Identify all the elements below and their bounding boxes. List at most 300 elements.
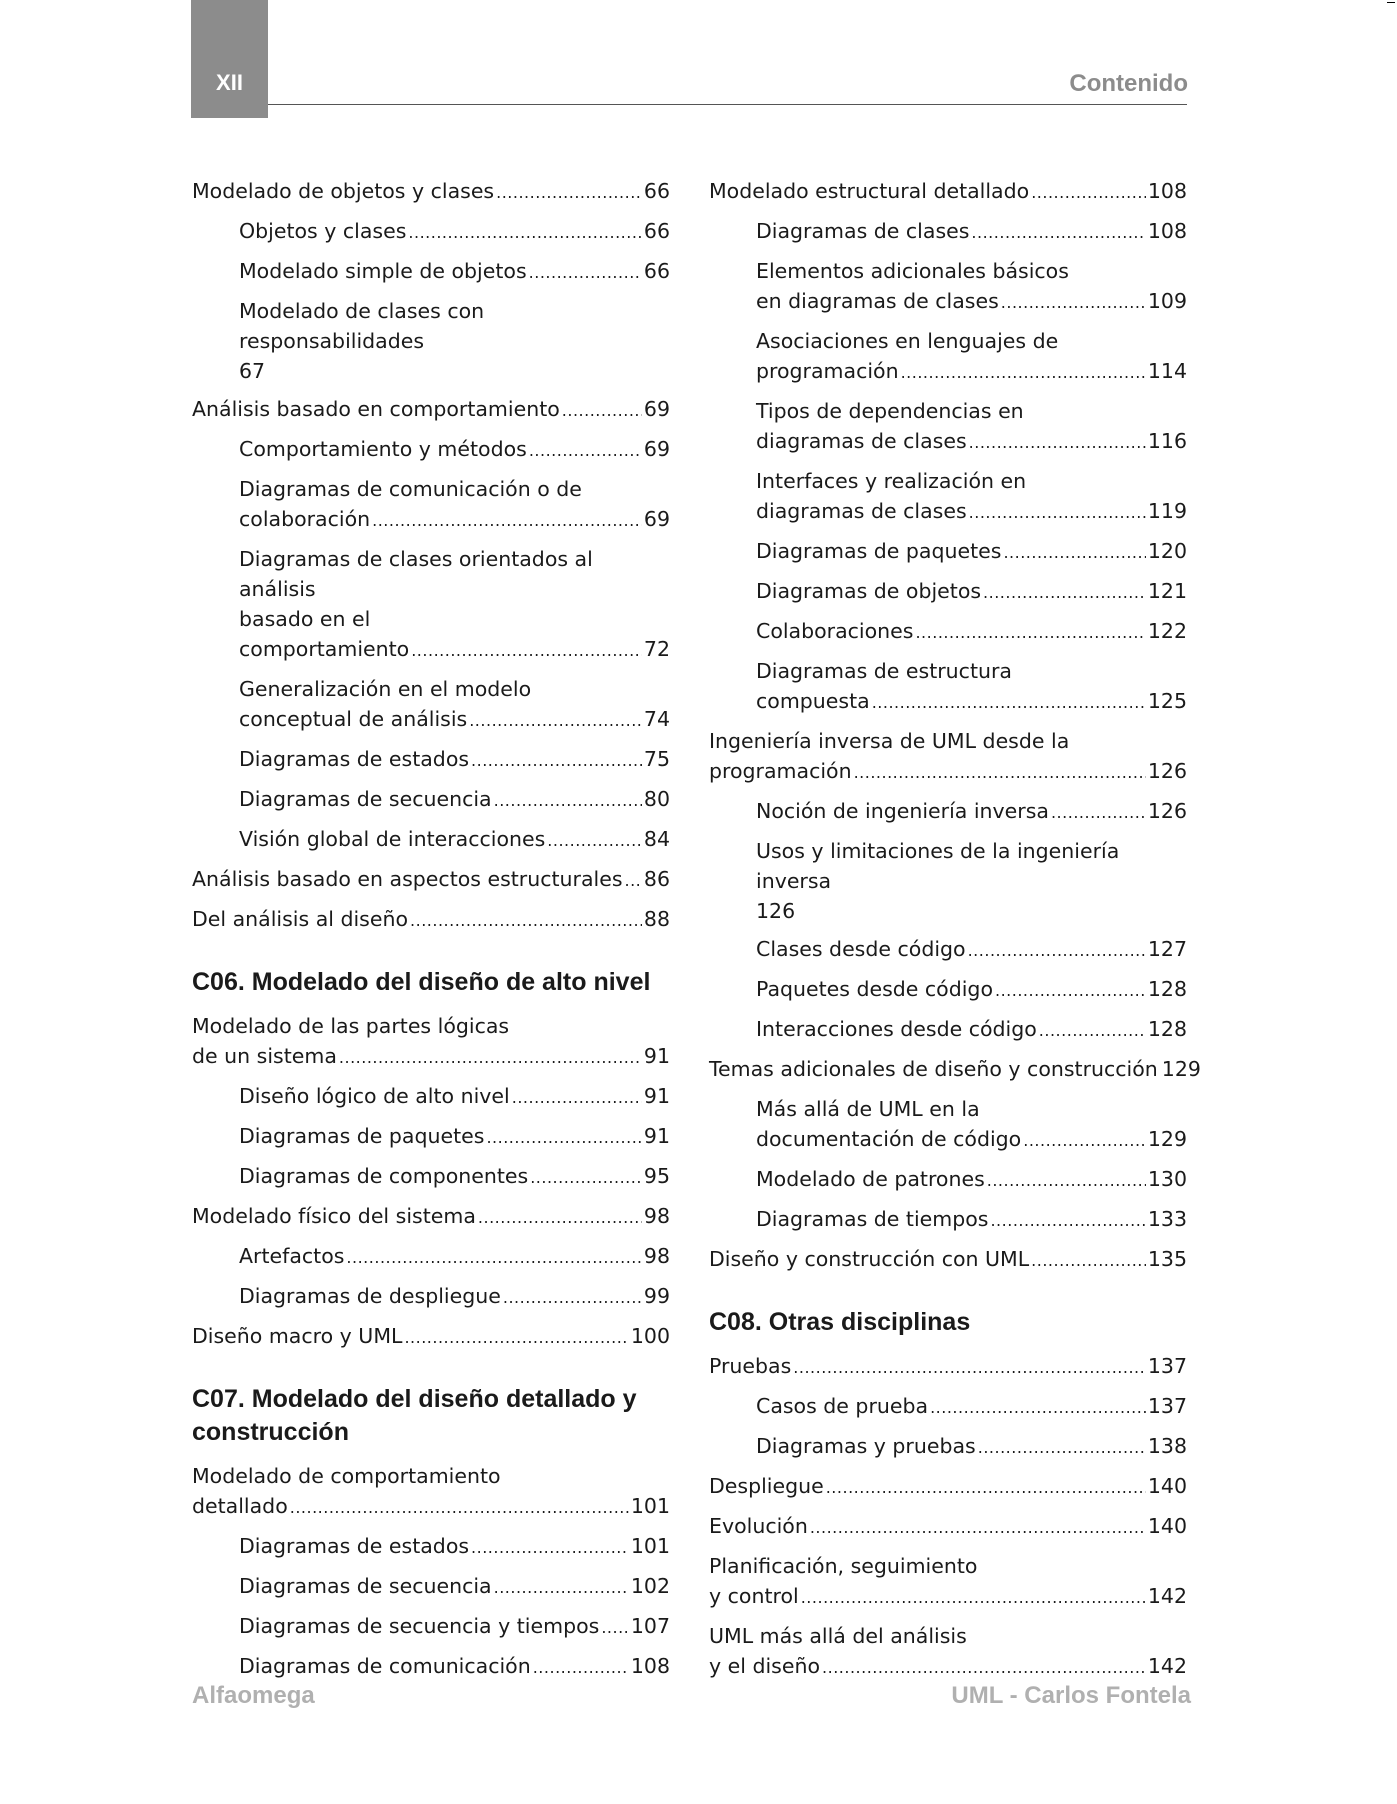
toc-entry[interactable] (709, 1351, 1187, 1383)
toc-page-number: 80 (643, 787, 670, 811)
toc-entry-title: Paquetes desde código (756, 977, 993, 1001)
dot-leader (625, 866, 642, 896)
toc-page-number: 69 (643, 397, 670, 421)
toc-entry-title: Diagramas de secuencia (239, 787, 492, 811)
toc-page-number: 140 (1147, 1514, 1187, 1538)
toc-entry-title: Diagramas y pruebas (756, 1434, 976, 1458)
toc-entry[interactable] (709, 1244, 1187, 1276)
toc-entry-title: de un sistema (192, 1044, 337, 1068)
toc-entry-title: Diagramas de despliegue (239, 1284, 501, 1308)
toc-entry-title: Noción de ingeniería inversa (756, 799, 1049, 823)
dot-leader (339, 1043, 642, 1073)
toc-entry-title: Modelado de objetos y clases (192, 179, 495, 203)
toc-entry-title: Interacciones desde código (756, 1017, 1037, 1041)
toc-entry[interactable] (709, 726, 1187, 788)
toc-entry-title-line: UML más allá del análisis (709, 1624, 967, 1648)
chapter-heading (192, 966, 670, 999)
toc-subentry[interactable] (709, 1391, 1187, 1423)
toc-entry[interactable] (709, 1511, 1187, 1543)
toc-entry-row (756, 496, 1187, 528)
dot-leader (562, 396, 642, 426)
dot-leader (372, 506, 642, 536)
dot-leader (801, 1583, 1146, 1613)
toc-entry-row (709, 1581, 1187, 1613)
toc-subentry[interactable] (709, 1204, 1187, 1236)
toc-entry-row (192, 1491, 670, 1523)
toc-entry-row (756, 536, 1187, 568)
toc-page-number: 119 (1147, 499, 1187, 523)
dot-leader (1023, 1126, 1146, 1156)
dot-leader (1001, 288, 1146, 318)
toc-page-number: 133 (1147, 1207, 1187, 1231)
toc-entry-title: colaboración (239, 507, 371, 531)
footer-book-title: UML - Carlos Fontela (951, 1682, 1191, 1709)
toc-subentry[interactable] (709, 256, 1187, 318)
toc-page-number: 128 (1147, 1017, 1187, 1041)
toc-entry-title: y control (709, 1584, 799, 1608)
toc-entry[interactable] (192, 1201, 670, 1233)
toc-page-number: 137 (1147, 1394, 1187, 1418)
toc-page-number: 122 (1147, 619, 1187, 643)
dot-leader (496, 178, 642, 208)
dot-leader (990, 1206, 1145, 1236)
toc-page-number: 75 (643, 747, 670, 771)
chapter-heading-line: C07. Modelado del diseño detallado y (192, 1385, 637, 1413)
toc-entry-title: Colaboraciones (756, 619, 914, 643)
toc-entry-row (756, 356, 1187, 388)
toc-entry-title-line: Elementos adicionales básicos (756, 259, 1069, 283)
toc-subentry[interactable] (192, 1611, 670, 1643)
toc-entry-row (756, 1164, 1187, 1196)
page-number-tab (191, 0, 268, 118)
toc-entry-title: Diagramas de componentes (239, 1164, 529, 1188)
toc-entry[interactable] (192, 1011, 670, 1073)
toc-entry-row (756, 1014, 1187, 1046)
toc-subentry[interactable] (192, 1241, 670, 1273)
toc-entry-title: Análisis basado en aspectos estructurales (192, 867, 623, 891)
chapter-heading-line: C06. Modelado del diseño de alto nivel (192, 968, 651, 996)
toc-subentry[interactable] (709, 974, 1187, 1006)
toc-page-number: 98 (643, 1204, 670, 1228)
toc-entry-title: Diseño macro y UML (192, 1324, 403, 1348)
dot-leader (601, 1613, 629, 1643)
dot-leader (478, 1203, 642, 1233)
dot-leader (969, 498, 1146, 528)
toc-page-number: 101 (630, 1494, 670, 1518)
toc-entry-row (239, 1531, 670, 1563)
toc-subentry[interactable] (192, 744, 670, 776)
dot-leader (915, 618, 1145, 648)
toc-entry-row (239, 1121, 670, 1153)
toc-page-number: 74 (643, 707, 670, 731)
dot-leader (995, 976, 1146, 1006)
dot-leader (872, 688, 1146, 718)
toc-entry-title: Visión global de interacciones (239, 827, 546, 851)
toc-subentry[interactable] (709, 934, 1187, 966)
toc-entry[interactable] (709, 1621, 1187, 1683)
toc-entry-title: programación (756, 359, 899, 383)
toc-left-column (192, 176, 670, 1691)
toc-entry-row (192, 1041, 670, 1073)
toc-entry-title-line: Modelado de clases con responsabilidades (239, 299, 485, 353)
toc-subentry[interactable] (709, 796, 1187, 828)
dot-leader (930, 1393, 1146, 1423)
toc-page-number: 91 (643, 1084, 670, 1108)
dot-leader (469, 706, 642, 736)
toc-entry-row (756, 576, 1187, 608)
toc-page-number: 95 (643, 1164, 670, 1188)
dot-leader (486, 1123, 641, 1153)
toc-entry[interactable] (192, 904, 670, 936)
dot-leader (1031, 178, 1146, 208)
toc-page-number: 137 (1147, 1354, 1187, 1378)
dot-leader (408, 218, 642, 248)
toc-entry-row (756, 216, 1187, 248)
toc-page-number: 84 (643, 827, 670, 851)
toc-entry-row (756, 796, 1187, 828)
dot-leader (471, 746, 642, 776)
toc-entry-row (709, 1511, 1187, 1543)
dot-leader (1003, 538, 1145, 568)
toc-entry-title: Diagramas de objetos (756, 579, 982, 603)
toc-page-number: 91 (643, 1124, 670, 1148)
running-header-title: Contenido (1069, 70, 1188, 97)
toc-entry-row (239, 704, 670, 736)
toc-entry-row (239, 634, 670, 666)
toc-entry-row (239, 434, 670, 466)
toc-entry-row (239, 1611, 670, 1643)
dot-leader (290, 1493, 629, 1523)
toc-entry-row (756, 1391, 1187, 1423)
toc-entry-title: Evolución (709, 1514, 808, 1538)
toc-page-number: 66 (643, 179, 670, 203)
dot-leader (1031, 1246, 1146, 1276)
toc-entry[interactable] (192, 864, 670, 896)
toc-entry-row (239, 1571, 670, 1603)
toc-entry-row (756, 1124, 1187, 1156)
toc-page-number: 108 (1147, 219, 1187, 243)
chapter-heading (192, 1383, 670, 1449)
toc-entry-row (192, 176, 670, 208)
toc-entry-title: diagramas de clases (756, 429, 967, 453)
toc-entry-row (709, 1471, 1187, 1503)
toc-entry-title-line: Modelado de las partes lógicas (192, 1014, 510, 1038)
toc-subentry[interactable] (192, 1281, 670, 1313)
dot-leader (987, 1166, 1146, 1196)
dot-leader (404, 1323, 628, 1353)
toc-subentry[interactable] (192, 784, 670, 816)
toc-entry-title: Del análisis al diseño (192, 907, 409, 931)
toc-entry-title: Diagramas de secuencia y tiempos (239, 1614, 600, 1638)
toc-entry-title: Diagramas de estados (239, 747, 470, 771)
toc-subentry[interactable] (192, 1121, 670, 1153)
toc-entry-title: Diagramas de paquetes (756, 539, 1002, 563)
toc-entry[interactable] (192, 1461, 670, 1523)
toc-page-number: 120 (1147, 539, 1187, 563)
toc-page-number: 107 (630, 1614, 670, 1638)
toc-subentry[interactable] (192, 1651, 670, 1683)
toc-entry[interactable] (192, 176, 670, 208)
toc-page-number: 114 (1147, 359, 1187, 383)
toc-entry-row (756, 1204, 1187, 1236)
toc-subentry[interactable] (192, 1571, 670, 1603)
toc-page-number: 108 (1147, 179, 1187, 203)
dot-leader (826, 1473, 1146, 1503)
toc-right-column (709, 176, 1201, 1691)
toc-entry-title: Diagramas de tiempos (756, 1207, 989, 1231)
dot-leader (503, 1283, 642, 1313)
dot-leader (793, 1353, 1146, 1383)
toc-entry-title: programación (709, 759, 852, 783)
toc-entry-row (709, 1054, 1201, 1086)
toc-entry-row (239, 256, 670, 288)
toc-entry-title: y el diseño (709, 1654, 821, 1678)
dot-leader (971, 218, 1145, 248)
toc-page-number: 108 (630, 1654, 670, 1678)
toc-entry-row (239, 1081, 670, 1113)
toc-entry-title-line: Planificación, seguimiento (709, 1554, 978, 1578)
toc-entry-title: diagramas de clases (756, 499, 967, 523)
toc-entry-title: Modelado simple de objetos (239, 259, 527, 283)
toc-page-number: 102 (630, 1574, 670, 1598)
toc-page-number: 138 (1147, 1434, 1187, 1458)
toc-entry-title: Temas adicionales de diseño y construcción (709, 1057, 1158, 1081)
toc-subentry[interactable] (192, 474, 670, 536)
toc-page-number: 142 (1147, 1584, 1187, 1608)
toc-page-number: 142 (1147, 1654, 1187, 1678)
toc-entry-title: Comportamiento y métodos (239, 437, 527, 461)
toc-entry-title-line: Diagramas de estructura (756, 659, 1012, 683)
toc-page-number: 128 (1147, 977, 1187, 1001)
toc-entry-title: Modelado de patrones (756, 1167, 985, 1191)
toc-page-number: 116 (1147, 429, 1187, 453)
dot-leader (822, 1653, 1146, 1683)
toc-subentry[interactable] (192, 824, 670, 856)
dot-leader (411, 636, 642, 666)
toc-page-number: 101 (630, 1534, 670, 1558)
toc-subentry[interactable] (192, 296, 670, 386)
toc-page-number: 130 (1147, 1167, 1187, 1191)
toc-entry-title-line: Generalización en el modelo (239, 677, 532, 701)
toc-entry-row (756, 426, 1187, 458)
dot-leader (512, 1083, 642, 1113)
dot-leader (410, 906, 642, 936)
toc-page-number: 127 (1147, 937, 1187, 961)
toc-page-number: 135 (1147, 1247, 1187, 1271)
toc-page-number: 66 (643, 259, 670, 283)
toc-entry-title: Objetos y clases (239, 219, 407, 243)
toc-entry-title: Modelado físico del sistema (192, 1204, 476, 1228)
toc-entry-row (239, 824, 670, 856)
toc-entry-row (192, 1321, 670, 1353)
toc-page-number: 69 (643, 507, 670, 531)
toc-subentry[interactable] (709, 1094, 1187, 1156)
toc-entry-row (709, 176, 1187, 208)
toc-subentry[interactable] (192, 434, 670, 466)
dot-leader (969, 428, 1146, 458)
toc-entry-title-line: Interfaces y realización en (756, 469, 1027, 493)
toc-subentry[interactable] (192, 1161, 670, 1193)
toc-page-number: 98 (643, 1244, 670, 1268)
toc-entry-title: en diagramas de clases (756, 289, 999, 313)
toc-page-number: 121 (1147, 579, 1187, 603)
toc-entry-title: Diagramas de paquetes (239, 1124, 485, 1148)
toc-subentry[interactable] (192, 544, 670, 666)
toc-entry-title-line: Usos y limitaciones de la ingeniería inversa (756, 839, 1120, 893)
toc-entry[interactable] (709, 1054, 1201, 1086)
toc-subentry[interactable] (192, 674, 670, 736)
toc-entry-title: conceptual de análisis (239, 707, 468, 731)
toc-entry-title-line: Ingeniería inversa de UML desde la (709, 729, 1070, 753)
toc-page-number: 129 (1147, 1127, 1187, 1151)
toc-page-number: 109 (1147, 289, 1187, 313)
toc-entry-row (756, 686, 1187, 718)
dot-leader (983, 578, 1146, 608)
toc-entry-title: Diagramas de estados (239, 1534, 470, 1558)
toc-page-number: 91 (643, 1044, 670, 1068)
dot-leader (346, 1243, 641, 1273)
dot-leader (1039, 1016, 1146, 1046)
toc-page-number: 88 (643, 907, 670, 931)
toc-entry[interactable] (709, 176, 1187, 208)
toc-entry-title: documentación de código (756, 1127, 1022, 1151)
dot-leader (810, 1513, 1146, 1543)
toc-entry-title: Casos de prueba (756, 1394, 929, 1418)
toc-entry-row (239, 744, 670, 776)
toc-entry-title-line: Diagramas de clases orientados al análisis (239, 547, 593, 601)
toc-entry-row (192, 394, 670, 426)
chapter-heading (709, 1306, 1187, 1339)
toc-page-number: 129 (1161, 1057, 1201, 1081)
chapter-heading-line: construcción (192, 1418, 349, 1446)
dot-leader (529, 258, 642, 288)
toc-page-number: 69 (643, 437, 670, 461)
toc-entry[interactable] (709, 1471, 1187, 1503)
dot-leader (854, 758, 1146, 788)
dot-leader (471, 1533, 629, 1563)
toc-entry[interactable] (709, 1551, 1187, 1613)
toc-entry-title-line: Modelado de comportamiento (192, 1464, 501, 1488)
toc-subentry[interactable] (709, 656, 1187, 718)
toc-entry-row (192, 864, 670, 896)
toc-entry-title: Artefactos (239, 1244, 345, 1268)
toc-entry-title-line: 126 (756, 899, 796, 923)
toc-entry-row (239, 1651, 670, 1683)
toc-page-number: 86 (643, 867, 670, 891)
toc-subentry[interactable] (709, 536, 1187, 568)
toc-page-number: 126 (1147, 799, 1187, 823)
toc-entry-row (756, 934, 1187, 966)
dot-leader (494, 786, 642, 816)
toc-entry-title: Pruebas (709, 1354, 792, 1378)
chapter-heading-line: C08. Otras disciplinas (709, 1308, 971, 1336)
dot-leader (494, 1573, 629, 1603)
toc-subentry[interactable] (192, 216, 670, 248)
toc-subentry[interactable] (709, 1014, 1187, 1046)
toc-subentry[interactable] (709, 396, 1187, 458)
toc-subentry[interactable] (709, 576, 1187, 608)
toc-subentry[interactable] (192, 256, 670, 288)
toc-entry-row (192, 1201, 670, 1233)
toc-entry-row (709, 756, 1187, 788)
toc-subentry[interactable] (709, 1164, 1187, 1196)
toc-entry-title: Despliegue (709, 1474, 824, 1498)
toc-entry-row (239, 1161, 670, 1193)
toc-page-number: 99 (643, 1284, 670, 1308)
toc-subentry[interactable] (709, 326, 1187, 388)
toc-entry-title: Diseño y construcción con UML (709, 1247, 1030, 1271)
toc-entry-row (192, 904, 670, 936)
toc-page-number: 125 (1147, 689, 1187, 713)
dot-leader (547, 826, 642, 856)
toc-entry-title-line: 67 (239, 359, 266, 383)
toc-entry-title: Diagramas de comunicación (239, 1654, 531, 1678)
toc-entry-title: Clases desde código (756, 937, 966, 961)
toc-entry-title: detallado (192, 1494, 288, 1518)
toc-entry-title-line: Asociaciones en lenguajes de (756, 329, 1059, 353)
toc-subentry[interactable] (192, 1531, 670, 1563)
toc-entry-row (709, 1351, 1187, 1383)
corner-mark (1387, 2, 1395, 3)
toc-entry-title-line: basado en el (239, 607, 371, 631)
toc-entry-row (756, 286, 1187, 318)
toc-entry-title-line: Diagramas de comunicación o de (239, 477, 582, 501)
toc-page-number: 100 (630, 1324, 670, 1348)
toc-entry-title-line: Más allá de UML en la (756, 1097, 980, 1121)
toc-entry-row (239, 504, 670, 536)
footer-publisher: Alfaomega (192, 1682, 315, 1709)
toc-entry[interactable] (192, 394, 670, 426)
toc-subentry[interactable] (192, 1081, 670, 1113)
toc-subentry[interactable] (709, 216, 1187, 248)
dot-leader (978, 1433, 1146, 1463)
toc-entry[interactable] (192, 1321, 670, 1353)
dot-leader (533, 1653, 629, 1683)
dot-leader (901, 358, 1146, 388)
toc-entry-title: Diagramas de secuencia (239, 1574, 492, 1598)
toc-entry-title: Diagramas de clases (756, 219, 970, 243)
toc-subentry[interactable] (709, 616, 1187, 648)
toc-page-number: 66 (643, 219, 670, 243)
page-number: XII (216, 70, 243, 95)
toc-subentry[interactable] (709, 836, 1187, 926)
toc-subentry[interactable] (709, 466, 1187, 528)
toc-entry-row (239, 216, 670, 248)
toc-entry-row (239, 1241, 670, 1273)
toc-entry-row (709, 1244, 1187, 1276)
toc-page-number: 126 (1147, 759, 1187, 783)
toc-entry-row (239, 784, 670, 816)
toc-entry-title: Modelado estructural detallado (709, 179, 1030, 203)
toc-entry-row (756, 974, 1187, 1006)
toc-subentry[interactable] (709, 1431, 1187, 1463)
toc-entry-title: compuesta (756, 689, 870, 713)
dot-leader (529, 436, 642, 466)
toc-entry-row (709, 1651, 1187, 1683)
toc-entry-row (756, 1431, 1187, 1463)
toc-page-number: 72 (643, 637, 670, 661)
toc-entry-title: comportamiento (239, 637, 410, 661)
toc-entry-row (239, 1281, 670, 1313)
dot-leader (968, 936, 1146, 966)
toc-entry-title: Diseño lógico de alto nivel (239, 1084, 510, 1108)
dot-leader (530, 1163, 642, 1193)
toc-entry-row (756, 616, 1187, 648)
toc-entry-title-line: Tipos de dependencias en (756, 399, 1024, 423)
dot-leader (1051, 798, 1146, 828)
toc-entry-title: Análisis basado en comportamiento (192, 397, 560, 421)
header-rule (268, 104, 1187, 105)
